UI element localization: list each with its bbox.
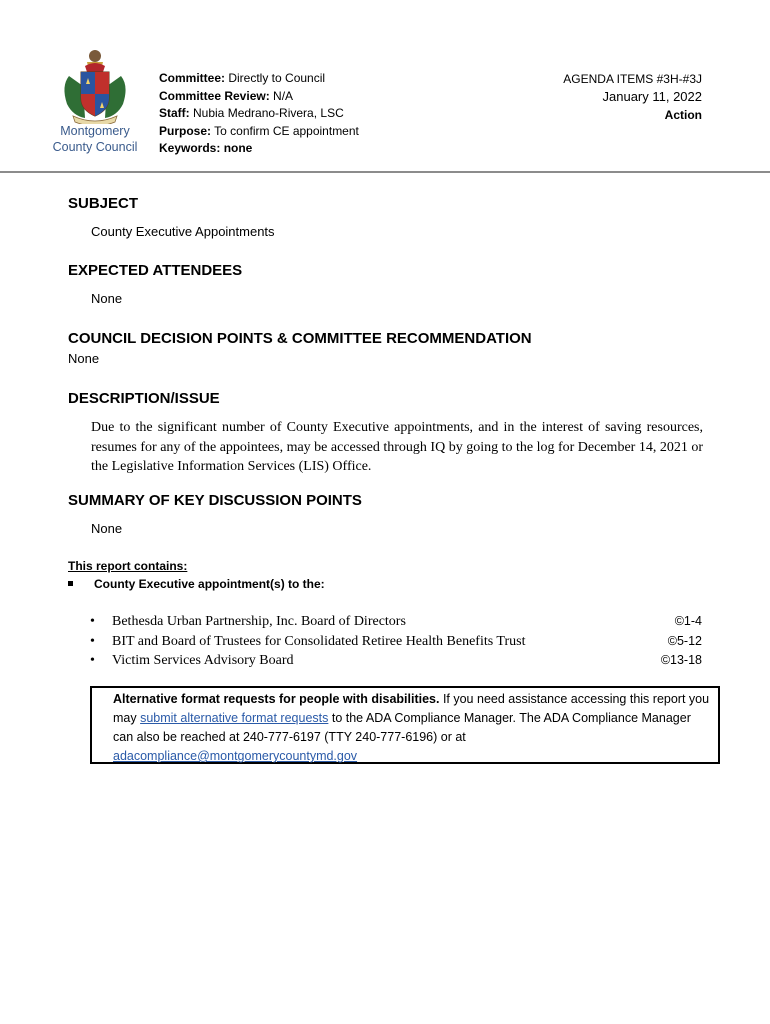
appointment-pages: ©5-12	[667, 633, 702, 648]
subject-heading: SUBJECT	[68, 195, 139, 212]
org-name-line1: Montgomery	[60, 124, 130, 138]
notice-bold-text: Alternative format requests for people with disabilities.	[113, 692, 440, 706]
review-label: Committee Review:	[159, 88, 270, 103]
square-bullet-icon	[68, 581, 73, 586]
meeting-meta	[159, 70, 359, 158]
bullet-icon: •	[90, 653, 95, 668]
review-value: N/A	[269, 88, 294, 103]
report-subheading	[68, 577, 325, 591]
keywords-row	[159, 140, 359, 158]
appointments-list	[90, 612, 702, 671]
report-subheading-text: County Executive appointment(s) to the:	[94, 577, 325, 591]
keywords-label: Keywords:	[159, 141, 221, 155]
list-item	[90, 651, 702, 671]
report-contains-label: This report contains:	[68, 559, 188, 573]
appointment-pages: ©1-4	[674, 614, 702, 628]
appointment-name: Victim Services Advisory Board	[112, 653, 294, 668]
committee-label: Committee:	[159, 71, 226, 85]
staff-value: Nubia Medrano-Rivera, LSC	[189, 106, 344, 120]
accessibility-notice	[90, 686, 720, 764]
meeting-date: January 11, 2022	[602, 89, 702, 104]
subject-text: County Executive Appointments	[91, 224, 275, 239]
decision-text: None	[68, 351, 100, 366]
description-text: Due to the significant number of County Executive appointments, and in the interest of saving resources, resumes for any of the appointees, may be accessed through IQ by going to the log for December 14, 2021 or the Legislative Information Services (LIS) Office.	[91, 420, 703, 474]
coat-of-arms-icon	[59, 46, 131, 124]
staff-label: Staff:	[159, 106, 190, 120]
purpose-row	[159, 123, 359, 141]
appointment-name: BIT and Board of Trustees for Consolidated Retiree Health Benefits Trust	[112, 633, 526, 649]
header-divider	[0, 171, 770, 173]
purpose-label: Purpose:	[159, 123, 212, 138]
summary-heading: SUMMARY OF KEY DISCUSSION POINTS	[68, 492, 362, 509]
appointment-name: Bethesda Urban Partnership, Inc. Board of Directors	[112, 614, 406, 629]
attendees-text: None	[91, 291, 123, 306]
notice-text-1: If you need assistance accessing this report you may	[113, 692, 710, 725]
agenda-items: AGENDA ITEMS #3H-#3J	[563, 72, 702, 86]
committee-row	[159, 70, 359, 88]
alternative-format-link[interactable]: submit alternative format requests	[140, 711, 329, 725]
staff-row	[159, 105, 359, 123]
keywords-value: none	[220, 141, 253, 155]
agenda-info	[563, 70, 702, 124]
description-heading: DESCRIPTION/ISSUE	[68, 390, 220, 407]
org-name-line2: County Council	[52, 140, 138, 154]
notice-text-2: to the ADA Compliance Manager. The ADA Compliance Manager can also be reached at 240-777-6197 (TTY 240-777-6196) or at	[113, 711, 691, 744]
org-name	[40, 123, 150, 155]
decision-heading: COUNCIL DECISION POINTS & COMMITTEE RECOMMENDATION	[68, 330, 532, 347]
attendees-heading: EXPECTED ATTENDEES	[68, 262, 243, 279]
purpose-value: To confirm CE appointment	[211, 123, 359, 138]
list-item	[90, 612, 702, 632]
ada-email-link[interactable]: adacompliance@montgomerycountymd.gov	[113, 749, 358, 763]
bullet-icon: •	[90, 633, 95, 649]
bullet-icon: •	[90, 614, 95, 629]
action-status: Action	[664, 108, 702, 122]
appointment-pages: ©13-18	[660, 653, 702, 667]
list-item	[90, 632, 702, 652]
committee-value: Directly to Council	[225, 71, 326, 85]
summary-text: None	[91, 521, 123, 536]
review-row	[159, 88, 359, 106]
